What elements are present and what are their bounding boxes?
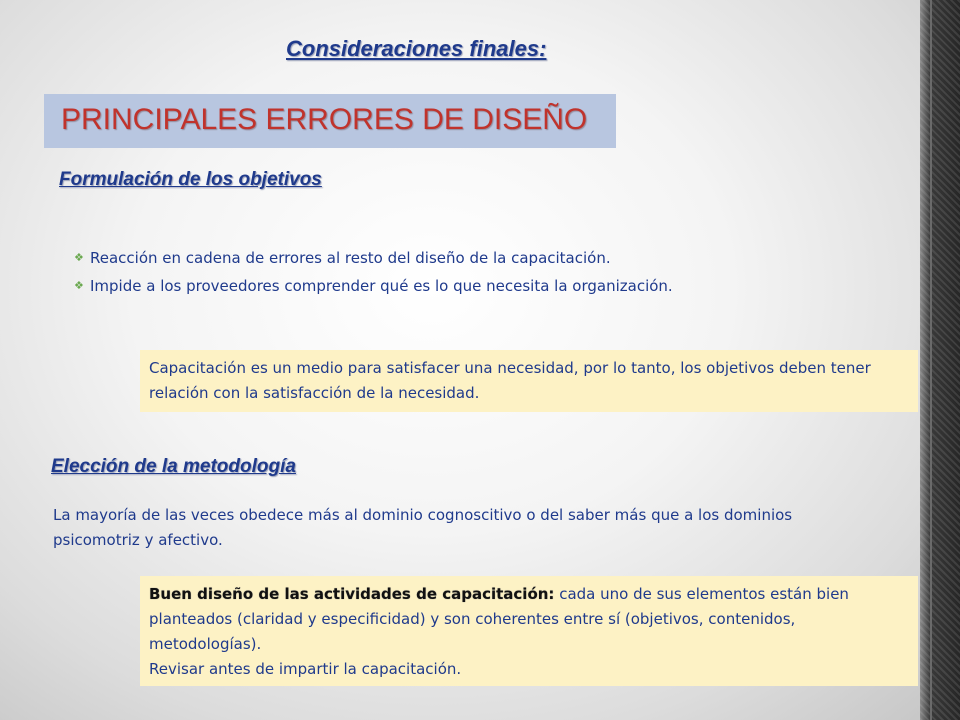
side-strip-edge: [930, 0, 932, 720]
title-banner: [44, 94, 616, 148]
decorative-side-strip: [920, 0, 960, 720]
methodology-note-line2: Revisar antes de impartir la capacitación.: [149, 660, 462, 678]
bullet-text: Impide a los proveedores comprender qué es lo que necesita la organización.: [90, 277, 673, 295]
objectives-bullet-list: [72, 244, 712, 300]
list-item: [72, 244, 712, 272]
bullet-text: Reacción en cadena de errores al resto del diseño de la capacitación.: [90, 249, 611, 267]
methodology-note-lead: Buen diseño de las actividades de capacitación:: [149, 585, 555, 603]
methodology-note-box: [140, 576, 918, 686]
objectives-note-box: [140, 350, 918, 412]
section-heading-objectives: Formulación de los objetivos: [59, 169, 322, 190]
methodology-note-line1: [149, 582, 908, 657]
slide-title: Consideraciones finales:: [286, 36, 547, 61]
list-item: [72, 272, 712, 300]
section-heading-methodology: Elección de la metodología: [51, 456, 296, 477]
methodology-paragraph: La mayoría de las veces obedece más al dominio cognoscitivo o del saber más que a los dominios psicomotriz y afectivo.: [53, 506, 793, 549]
methodology-note-body: cada uno de sus elementos están bien planteados (claridad y especificidad) y son coherentes entre sí (objetivos, contenidos, metodologías).: [149, 585, 849, 653]
banner-title: PRINCIPALES ERRORES DE DISEÑO: [61, 103, 588, 136]
diamond-bullet-icon: ❖: [74, 251, 84, 264]
objectives-note-text: Capacitación es un medio para satisfacer una necesidad, por lo tanto, los objetivos deben tener relación con la satisfacción de la necesidad.: [149, 359, 871, 402]
diamond-bullet-icon: ❖: [74, 279, 84, 292]
